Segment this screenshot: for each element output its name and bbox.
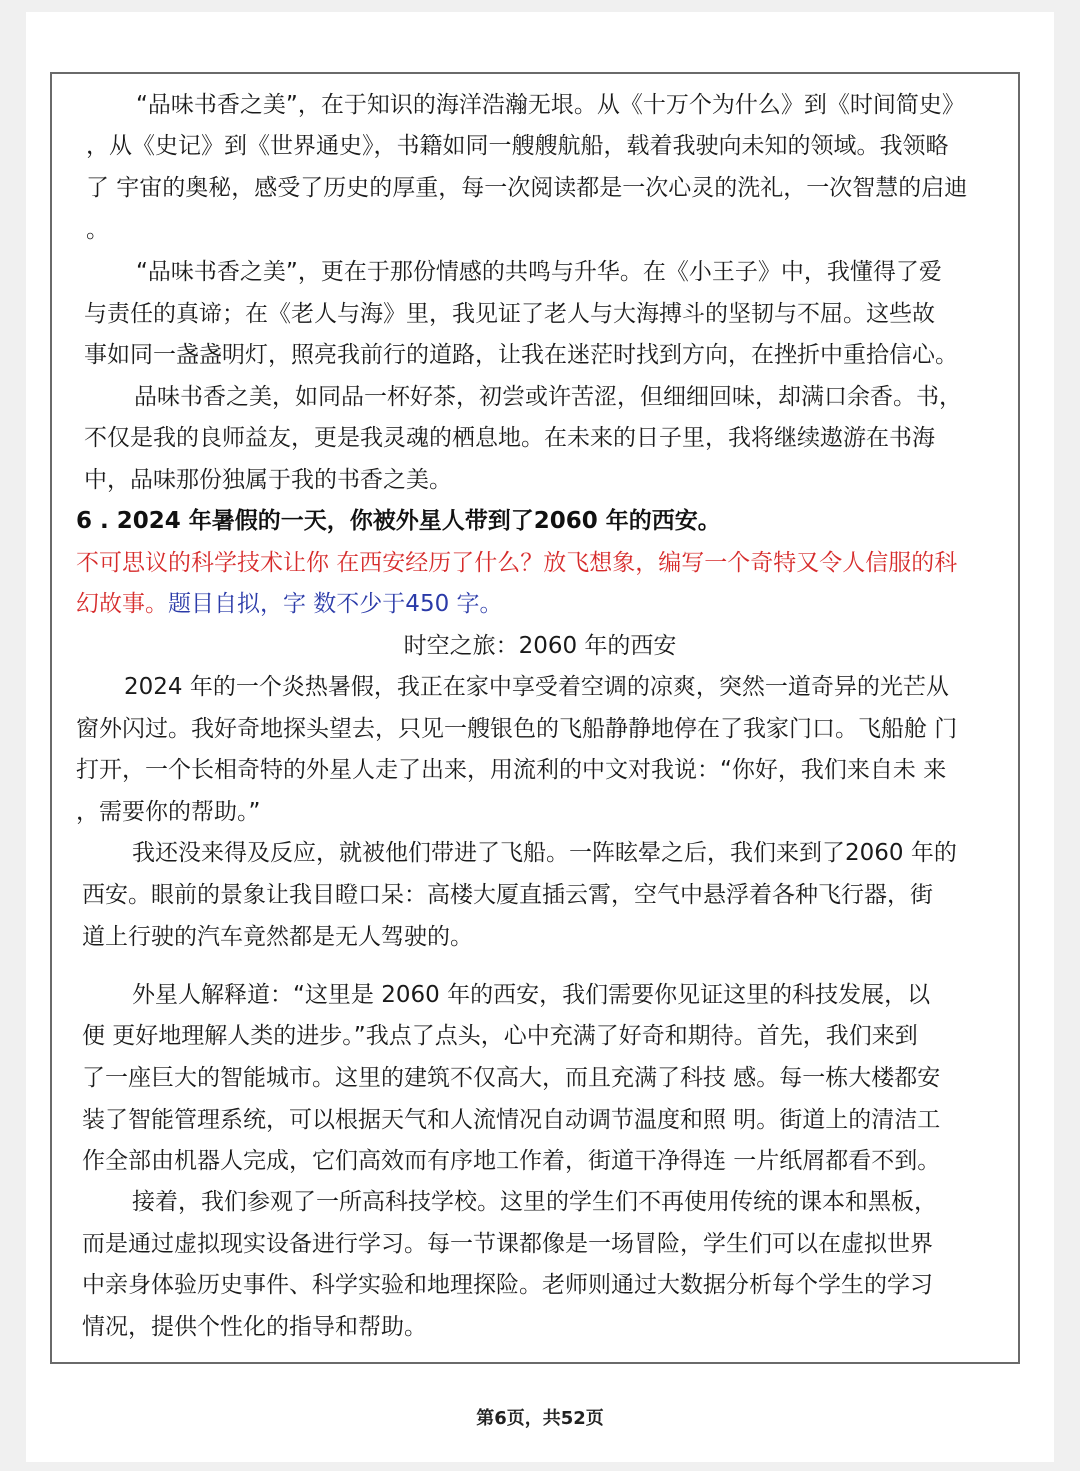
text-line: 中亲身体验历史事件、科学实验和地理探险。老师则通过大数据分析每个学生的学习	[82, 1272, 933, 1298]
text-line: 外星人解释道：“这里是 2060 年的西安，我们需要你见证这里的科技发展，以	[132, 982, 931, 1008]
text-line: 作全部由机器人完成，它们高效而有序地工作着，街道干净得连 一片纸屑都看不到。	[82, 1148, 941, 1174]
text-line: 品味书香之美，如同品一杯好茶，初尝或许苦涩，但细细回味，却满口余香。书，	[134, 384, 962, 410]
text-line: ，需要你的帮助。”	[76, 799, 261, 825]
page-number: 第6页，共52页	[476, 1408, 604, 1429]
text-line: 打开，一个长相奇特的外星人走了出来，用流利的中文对我说：“你好，我们来自未 来	[76, 757, 947, 783]
question-requirement: 题目自拟，字 数不少于450 字。	[168, 591, 503, 617]
text-line: 了 宇宙的奥秘，感受了历史的厚重，每一次阅读都是一次心灵的洗礼，一次智慧的启迪	[86, 175, 968, 201]
question-prompt-text: 幻故事。	[76, 591, 168, 617]
text-line: 便 更好地理解人类的进步。”我点了点头，心中充满了好奇和期待。首先，我们来到	[82, 1023, 918, 1049]
text-line: 不仅是我的良师益友，更是我灵魂的栖息地。在未来的日子里，我将继续遨游在书海	[84, 425, 935, 451]
text-line: 西安。眼前的景象让我目瞪口呆：高楼大厦直插云霄，空气中悬浮着各种飞行器，街	[82, 882, 933, 908]
text-line: 道上行驶的汽车竟然都是无人驾驶的。	[82, 924, 473, 950]
essay-title: 时空之旅：2060 年的西安	[403, 633, 677, 659]
text-line: 2024 年的一个炎热暑假，我正在家中享受着空调的凉爽，突然一道奇异的光芒从	[124, 674, 949, 700]
text-line: 了一座巨大的智能城市。这里的建筑不仅高大，而且充满了科技 感。每一栋大楼都安	[82, 1065, 941, 1091]
text-line: 事如同一盏盏明灯，照亮我前行的道路，让我在迷茫时找到方向，在挫折中重拾信心。	[84, 342, 958, 368]
text-line: 接着，我们参观了一所高科技学校。这里的学生们不再使用传统的课本和黑板，	[132, 1189, 937, 1215]
text-line: 而是通过虚拟现实设备进行学习。每一节课都像是一场冒险，学生们可以在虚拟世界	[82, 1231, 933, 1257]
text-line: “品味书香之美”，在于知识的海洋浩瀚无垠。从《十万个为什么》到《时间简史》	[136, 92, 965, 118]
text-line: 中，品味那份独属于我的书香之美。	[84, 467, 452, 493]
text-line: 我还没来得及反应，就被他们带进了飞船。一阵眩晕之后，我们来到了2060 年的	[132, 840, 957, 866]
text-line: 情况，提供个性化的指导和帮助。	[82, 1314, 427, 1340]
text-line: “品味书香之美”，更在于那份情感的共鸣与升华。在《小王子》中，我懂得了爱	[136, 259, 942, 285]
document-page	[26, 12, 1054, 1462]
question-prompt-line: 不可思议的科学技术让你 在西安经历了什么？放飞想象，编写一个奇特又令人信服的科	[76, 550, 958, 576]
text-line: ，从《史记》到《世界通史》，书籍如同一艘艘航船，载着我驶向未知的领域。我领略	[86, 133, 949, 159]
text-line: 窗外闪过。我好奇地探头望去，只见一艘银色的飞船静静地停在了我家门口。飞船舱 门	[76, 716, 958, 742]
question-prompt-line	[76, 589, 503, 619]
question-heading: 6 . 2024 年暑假的一天，你被外星人带到了2060 年的西安。	[76, 508, 721, 534]
text-line: 与责任的真谛；在《老人与海》里，我见证了老人与大海搏斗的坚韧与不屈。这些故	[84, 301, 935, 327]
text-line: 。	[86, 217, 109, 243]
text-line: 装了智能管理系统，可以根据天气和人流情况自动调节温度和照 明。街道上的清洁工	[82, 1107, 941, 1133]
